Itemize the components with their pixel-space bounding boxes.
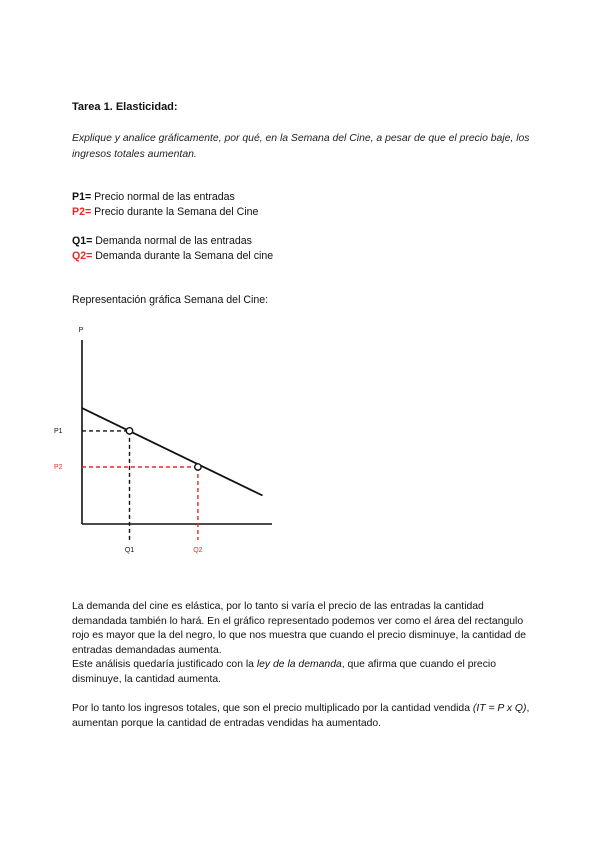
paragraph-text: Por lo tanto los ingresos totales, que son el precio multiplicado por la cantidad vendida	[72, 703, 473, 714]
paragraph-law-of-demand	[72, 658, 532, 687]
demand-chart	[50, 320, 280, 560]
paragraph-italic: ley de la demanda	[256, 659, 342, 670]
definition-label: P1=	[72, 191, 92, 203]
paragraph-elasticity: La demanda del cine es elástica, por lo tanto si varía el precio de las entradas la cantidad demandada también lo hará. En el gráfico representado podemos ver como el área del rectangulo rojo es mayor que la del negro, lo que nos muestra que cuando el precio disminuye, la cantidad de entradas demandadas aumenta.	[72, 601, 527, 656]
paragraph-text: , aumentan porque la cantidad de entradas vendidas ha aumentado.	[72, 703, 530, 729]
quantity-tick-label-2: Q2	[193, 547, 203, 554]
definition-label: Q1=	[72, 235, 93, 247]
paragraph-italic: (IT = P x Q)	[472, 703, 527, 714]
demand-point-1	[126, 428, 132, 434]
demand-point-2	[195, 464, 201, 470]
definition-label: P2=	[72, 206, 92, 218]
task-title: Tarea 1. Elasticidad:	[72, 101, 178, 113]
graph-caption: Representación gráfica Semana del Cine:	[72, 294, 269, 306]
definition-p1	[72, 190, 235, 204]
price-tick-label-2: P2	[54, 464, 63, 471]
task-question: Explique y analice gráficamente, por qué, en la Semana del Cine, a pesar de que el precio baje, los ingresos totales aumentan.	[72, 133, 530, 160]
definition-q1	[72, 234, 252, 248]
y-axis-label: P	[78, 327, 84, 334]
definition-text: Demanda normal de las entradas	[92, 235, 252, 247]
quantity-tick-label-1: Q1	[124, 547, 135, 554]
definition-q2	[72, 249, 273, 263]
paragraph-text: Este análisis quedaría justificado con la	[72, 659, 257, 670]
price-tick-label-1: P1	[54, 427, 63, 435]
paragraph-text: , que afirma que cuando el precio disminuye, la cantidad aumenta.	[72, 659, 496, 685]
definition-text: Precio normal de las entradas	[91, 191, 235, 203]
demand-curve	[82, 408, 263, 495]
definition-label: Q2=	[72, 250, 93, 262]
definition-text: Precio durante la Semana del Cine	[91, 206, 259, 218]
definition-p2	[72, 205, 258, 219]
paragraph-total-revenue	[72, 702, 532, 731]
definition-text: Demanda durante la Semana del cine	[92, 250, 274, 262]
